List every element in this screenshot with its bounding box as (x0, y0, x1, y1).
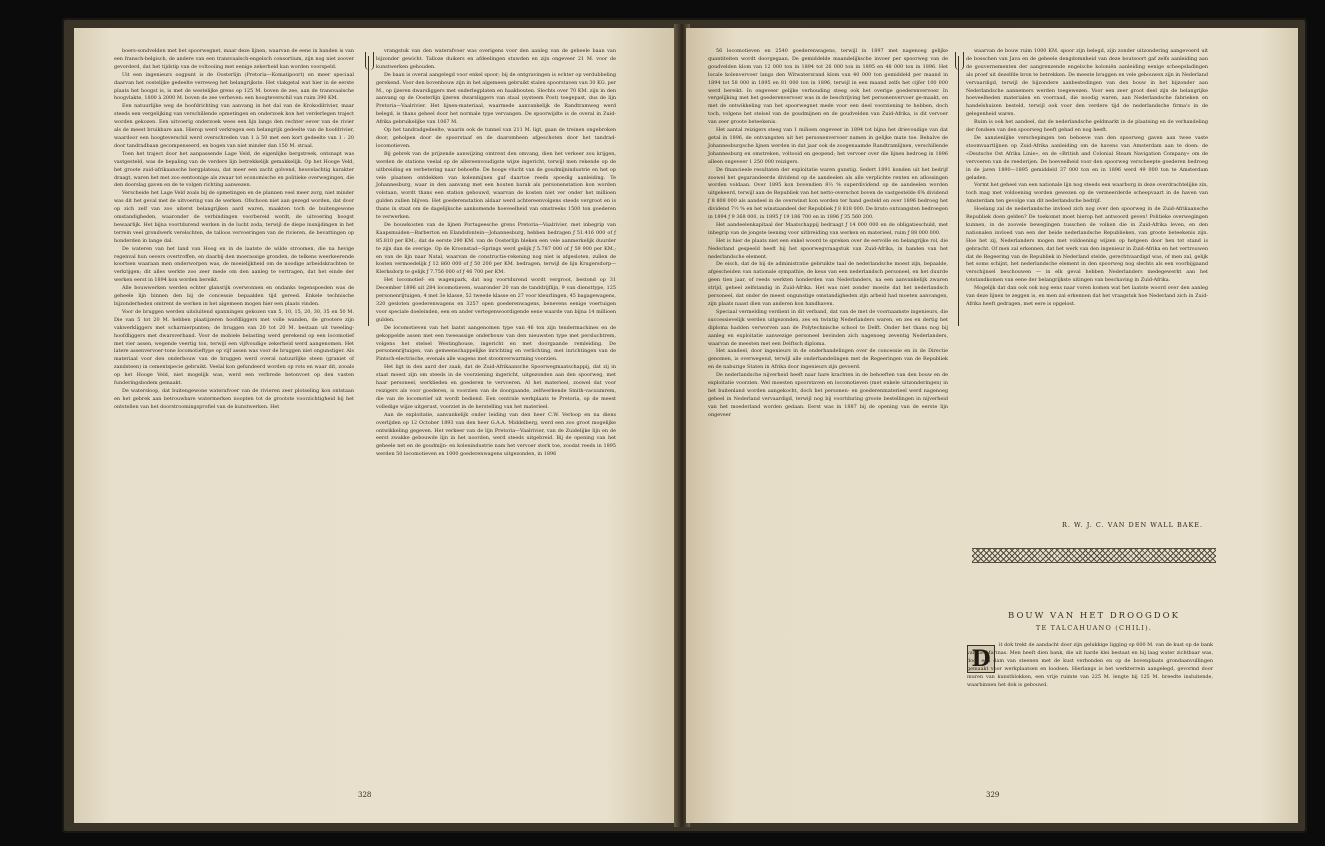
paragraph: De wateren van het land van Hoog en in de laatste de wilde stroomen, die na hevige regenval hun oevers overtroffen, en daarbij den moerassige gronden, de telkens weerkeerende koortsen waaraan men onderworpen was, de moeielijkheid om de noodige arbeidskrachten te verkrijgen; dit alles werkte zoo zeer mede om den aanleg te vertragen, dat het einde der werken eerst in 1894 kon worden bereikt. (114, 245, 354, 284)
paragraph: De locomotieven van het laatst aangenomen type van 46 ton zijn tendermachines en de gekoppelde assen met een tweeassige onderbouw van den nieuwsten type met persluchtrem, volgens het stelsel Westinghouse, ingericht en met doorgaande remleiding. De personenrijtuigen, van gemeenschappelijke inrichting en verlichting, met inrichtingen van de Pintsch-electrische, evenals alle wagens met stoomverwarming voorzien. (376, 324, 616, 363)
paragraph: Hoelang zal de nederlandsche invloed zich nog over den spoorweg in de Zuid-Afrikaansche Republiek doen gelden? De toekomst moet hierop het antwoord geven! Politieke overwegingen kunnen, in de zoovele bewegingen tusschen de volken die in Zuid-Afrika leven, en den nationalen invloed van een der beide nederlandsche Republieken, van groote beteekenis zijn. Hoe het zij, Nederlanders mogen met voldoening wijzen op hetgeen door hen tot stand is gebracht. Of men zal erkennen, dat het werk van den ingenieur in Zuid-Afrika en het vertrouwen dat de Regeering van de Republiek in Nederland stelde, gerechtvaardigd was, of men zal, gelijk het soms schijnt, het nederlandsche element in den spoorweg nog slechts als een voorbijgaand verschijnsel beschouwen — in elk geval hebben Nederlanders medegewerkt aan het totstandkomen van eene der belangrijkste uitingen van beschaving in Zuid-Afrika. (966, 206, 1208, 284)
paragraph: Het is hier de plaats niet een enkel woord te spreken over de eervolle en belangrijke rol, die Nederland gespeeld heeft bij het spoorwegvraagstuk van Zuid-Afrika, in handen van het nederlandsche element. (708, 237, 948, 260)
paragraph: Alle bouwwerken werden echter glansrijk overwonnen en ondanks tegenspoeden was de geheele lijn binnen den bij de concessie bepaalden tijd gereed. Enkele technische bijzonderheden omtrent de werken in het algemeen mogen hier een plaats vinden. (114, 285, 354, 307)
left-column-1 (114, 48, 354, 412)
drop-cap: D (967, 645, 995, 673)
paragraph: Voor de bruggen werden uitsluitend spanningen gekozen van 5, 10, 15, 20, 30, 35 en 50 M. Die van 5 tot 20 M. hebben plaatijzeren hoofdliggers met volle wanden, de grootere zijn vakwerkliggers met scharnierpunten; de bruggen van 20 tot 20 M. bestaan uit tweeling-hoofdliggers met dwarsverband. Voor de mobiele belasting werd gerekend op een locomotief met vier assen, wegende veertig ton, terwijl een vijfvoudige zekerheid werd aangenomen. Het latere assenvervoer-tone locomotieftype op vijf assen was voor de bruggen niet ongunstiger. Als materiaal voor den onderbouw van de bruggen werd overal natuurlijke steen (graniet of zandsteen) in cementspecie gebruikt. Veelal kon gefundeerd worden op rots en waar dit, zooals op het Hooge Veld, niet mogelijk was, werd een verbrede betonvoet op den vasten funderingsbodem gemaakt. (114, 308, 354, 387)
paragraph: boers-sondvelden met het spoorwegnet, maar deze lijnen, waarvan de eene in handen is van een fransch-belgisch, de andere van een transvaalsch-engelsch consortium, zijn nog niet zoover gevorderd, dat het tijdstip van de voltooiing met eenige zekerheid kan worden voorspeld. (114, 48, 354, 70)
paragraph: Op het tandradgedeelte, waarin ook de tunnel van 211 M. ligt, gaan de treinen ongebroken door, geholpen door de spoorstaaf en de daaromheen afgeschoten door het tandrad-locomotieven. (376, 127, 616, 149)
paragraph: De financieele resultaten der exploitatie waren gunstig. Sedert 1891 konden uit het bedrijf zoowel het gegarandeerde dividend op de aandeelen als alle verplichte renten en aflossingen worden voldaan. Over 1895 kon bovendien 8⅓ % superdividend op de aandeelen worden uitgekeerd, terwijl aan de Republiek van het netto-overschot boven de vastgestelde 6% dividend ƒ 8 808 000 als aandeel in de overwinst kon worden ter hand gesteld en over 1896 bedroeg het dividend 7½ % en het winstaandeel der Republiek ƒ 8 818 000. De bruto ontvangsten bedroegen in 1894 ƒ 9 368 000, in 1895 ƒ 19 186 700 en in 1896 ƒ 35 560 200. (708, 166, 948, 221)
paragraph: 56 locomotieven en 2540 goederenwagens, terwijl in 1897 met nagenoeg gelijke quantiteiten wordt doorgegaan. De gemiddelde maandelijksche invoer per spoorweg van de goudvelden klom van 12 000 ton in 1894 tot 26 000 ton in 1895 en 48 000 ton in 1896. Het locale kolenvervoer langs den Witwatersrand klom van 40 000 ton gemiddeld per maand in 1894 tot 58 000 in 1895 en 81 000 ton in 1896, terwijl in een maand zelfs het cijfer 100 000 werd bereikt. In ongeveer gelijke verhouding steeg ook het overige goederenvervoer. In vergelijking met het goederenvervoer was in de beschrijving het personenvervoer ge-maakt, en met de ontwikkeling van het spoorwegnet mede voor een deel voorziening te hebben, doch toch, volgens het stelsel van de goudmijnen en de goudvelden van Zuid-Afrika, is dit vervoer van zeer groote beteekenis. (708, 48, 948, 126)
right-column-2 (966, 48, 1208, 508)
right-column-1 (708, 48, 948, 420)
paragraph: Ruim is ook het aandeel, dat de nederlandsche geldmarkt in de plaatsing en de verhandeling der fondsen van den spoorweg heeft gehad en nog heeft. (966, 119, 1208, 134)
paragraph: Bij gebrek van de prijzende aanwijzing omtrent den omvang, dien het verkeer zou krijgen, werden de stations veelal op de allereenvoudigste wijze ingericht, terwijl men rekende op de uitbreiding en verbetering naar behoefte. De hooge vlucht van de goudmijnindustrie en het op vele plaatsen ontdekken van kolenmijnen gaf daartoe reeds spoedig aanleiding. Te Johannesburg, waar in den aanvang met een houten barak als personenstation kon worden volstaan, wordt thans een station gebouwd, waarvan de kosten niet ver onder het millioen gulden zullen blijven. Het goederenstation aldaar werd achtereenvolgens steeds vergroot en is thans in staat om de dagelijksche aankomende hoeveelheid van omstreeks 1500 ton goederen te verwerken. (376, 150, 616, 221)
paragraph: Het aantal reizigers steeg van 1 milioen ongeveer in 1894 tot bijna het drievoudige van dat getal in 1896, de ontvangsten uit het personenvervoer namen in gelijke mate toe. Behalve de Johannesburgsche lijnen werden in dat jaar ook de zoogenaamde Randtramlijnen, verschillende Johannesburg en omstreken, voltooid en geopend; het vervoer over die lijnen bedroeg in 1896 alleen ongeveer 1 250 000 reizigers. (708, 127, 948, 165)
right-page (686, 28, 1298, 823)
column-separator (368, 56, 369, 326)
decorative-border (972, 548, 1216, 563)
column-separator (958, 56, 959, 326)
article-intro: it dok trekt de aandacht door zijn gelukkige ligging op 600 M. van de kust op de bank van de Marinas. Men heeft dien bank, die uit harde klei bestaat en bij laag water zichtbaar was, door een dam van steenen met de kust verbonden en op de bovenplaats grondaanvullingen gemaakt voor werkplaatsen en loodsen. Hierlangs is het werkterrein aangelegd, gevormd door muren van kunstblokken, een vrije ruimte van 225 M. lengte bij 125 M. breedte insluitende, waarbinnen het dok is gebouwd. (967, 642, 1213, 688)
paragraph: Aan de exploitatie, aanvankelijk onder leiding van den heer C.W. Verloop en na diens overlijden op 12 October 1893 van den heer G.A.A. Middelberg, werd een zoo groot mogelijke ontwikkeling gegeven. Het verkeer van de lijn Pretoria—Vaalrivier, van de Zuidelijke lijn en de eerst zwakke gebouwde lijn in het noorden, werd steeds uitgebreid. Bij de opening van het geheele net en de goudmijn- en kolenindustrie nam het vervoer sterk toe, zoodat reeds in 1895 werden 50 locomotieven en 1000 goederenwagens uitgezonden, in 1896 (376, 411, 616, 458)
paragraph: De bouwkosten van de lijnen Portugeesche grens Pretoria—Vaalrivier, met inbegrip van Kaapsmuiden—Barberton en Elandsfontein—Johannesburg, hebben bedragen ƒ 51.416 000 of ƒ 85.810 per KM.; dat de eerste 290 KM. van de Oosterlijn bleken een vele aanmerkelijk duurder te zijn dan de overige. Op de Kroonstad—Springs werd gelijk ƒ 5.787 000 of ƒ 59 900 per KM.; en van de lijn naar Natal, waarvan de constructie-rekening nog niet is afgesloten, zullen de kosten vermoedelijk ƒ 12 860 000 of ƒ 50 200 per KM. bedragen, terwijl de lijn Krugersdorp—Klerksdorp te gelijk ƒ 7.756 000 of ƒ 46 700 per KM. (376, 221, 616, 276)
paragraph: De eisch, dat de bij de administratie gebruikte taal de nederlandsche moest zijn, bepaalde, afgescheiden van nationale sympathie, de keus van een nederlandsch personeel, en het duurde geen tien jaar, of reeds werkten honderden van Nederlanders, na een aanvankelijk zwaren strijd, geheel zelfstandig in Zuid-Afrika. Het was niet zonder moeite dat het nederlandsch personeel, dat onder de meest ongunstige omstandigheden zijn arbeid had moeten aanvangen, zijn plaats naast dien van anderen kon handhaven. (708, 261, 948, 307)
paragraph: Het ligt in den aard der zaak, dat de Zuid-Afrikaansche Spoorwegmaatschappij, dat zij in staat moest zijn om steeds in de voorziening ingericht, uitgezonden aan den spoorweg, met haar personeel, werklieden en goederen te vervoeren. Al het materieel, zoowel dat voor reizigers als voor goederen, is voorzien van de doorgaande, zelfwerkende Smith-vacuumrem, die van de locomotief uit wordt bediend. Een centrale werkplaats te Pretoria, op de meest volledige wijze uitgerust, voorziet in de herstelling van het materieel. (376, 364, 616, 410)
left-page (74, 28, 679, 823)
article-subtitle: TE TALCAHUANO (CHILI). (1035, 624, 1153, 632)
paragraph: Het locomotief- en wagenpark, dat nog voortdurend wordt vergroot, bestond op 31 December 1896 uit 284 locomotieven, waaronder 20 van de tanddrijflijn, 9 van diensttype, 125 personenrijtuigen, 4 met 3e klasse, 52 tweede klasse en 27 voor kleurlingen, 45 bagagewagens, 320 gesloten goederenwagens en 3257 open goederenwagens, benevens eenige voertuigen voor speciale doeleinden, een en ander vertegenwoordigende eene waarde van bijna 14 millioen gulden. (376, 277, 616, 323)
paragraph: De watersloop, dat buitengewone waterafvoer van de rivieren zeer plotseling kon ontstaan en het gebrek aan betrouwbare watermerken noopten tot de grootste voorzichtigheid bij het ontstellen van het doorstroomingsprofiel van de kunstwerken. Het (114, 387, 354, 410)
paragraph: De aanzienlijke verschepingen ten behoeve van den spoorweg gaven aan twee vaste stoomvaartlijnen op Zuid-Afrika aanleiding om de havens van Amsterdam aan te doen: de «Deutsche Ost Afrika Linie», en de «British and Colonial Steam Navigation Company» om de vervoeren van de reederijen. De hoeveelheid voor den spoorweg verscheepte goederen bedroeg in de jaren 1890—1895 gemiddeld 37 000 ton en in 1896 werd 49 000 ton te Amsterdam geladen. (966, 134, 1208, 181)
paragraph: waarvan de bouw ruim 1000 KM. spoor zijn belegd, zijn zonder uitzondering aangevoerd uit de bosschen van Java en de geheele dengdomnheid van deze boutsoort gaf zelfs aanleiding aan de gouvernementen der aangrenzende engelsche koloniën aanleiding eenige scheepsladingen als proef uit dezelfde bron te betrekken. De meeste bruggen en vele gebouwen zijn in Nederland vervaardigd, terwijl de bijzondere aanbestedingen van den bouw in het bijzonder aan Nederlandsche aannemers werden toegewezen. Voor een zeer groot deel zijn de belangrijke hoeveelheden materialen en voorraad, die noodig waren, aan Nederlandsche fabrieken en handelshuizen besteld, terwijl ook voor den verdere tijd de nederlandsche firma's in de gelegenheid waren. (966, 48, 1208, 118)
column-separator-ornament (955, 52, 964, 70)
paragraph: Speciaal vermelding verdient in dit verband, dat van de met de voornaamste ingenieurs, die successievelijk werden uitgezonden, zes en twintig Nederlanders waren, en zes en dertig het diploma hadden verworven aan de Polytechnische school te Delft. Onder het thans nog bij aanleg en exploitatie aanwezige personeel bevinden zich nagenoeg zeventig Nederlanders, waarvan de meesten met een Delftsch diploma. (708, 308, 948, 347)
paragraph: Uit een ingenieurs oogpunt is de Oosterlijn (Pretoria—Komatipoort) en meer speciaal daarvan het oostelijke gedeelte verreweg het belangrijkste. Het vlakgetal wat hier in de eerste plaats het hoogst is, is met de westelijke grens op 125 M. boven de zee, aan de transvaalsche hoogvlakte, 1800 à 2000 M. boven de zee verheven: een hoogteverschil van ruim 390 KM. (114, 71, 354, 102)
paragraph: Toen het traject door het aanpassende Lage Veld, de eigenlijke bergstreek, ontsnapt was vastgesteld, was de bepaling van de verdere lijn betrekkelijk gemakkelijk. Op het Hooge Veld, het groote zuid-afrikaansche bergplateau, dat meer een zacht golvend, heuvelachtig karakter draagt, waren het met zoo eentoonige als zwaar tot economische en politieke overwegingen, die den doorslag gaven en de te volgen richting aanwezen. (114, 150, 354, 189)
paragraph: Het aandeelenkapitaal der Maatschappij bedraagt ƒ 14 000 000 en de obligatieschuld, met inbegrip van de jongste leening voor uitbreiding van werken en materieel, ruim ƒ 88 000 000. (708, 221, 948, 236)
article-title: BOUW VAN HET DROOGDOK (1008, 611, 1180, 621)
column-separator-ornament (365, 52, 374, 70)
left-column-2 (376, 48, 616, 459)
paragraph: Het aandeel, door ingenieurs in de onderhandelingen over de concessie en in de Directie genomen, is overwegend, terwijl alle onderhandelingen met de Regeeringen van de Republiek en de naburige Staten in Afrika door ingenieurs zijn gevoerd. (708, 348, 948, 371)
paragraph: Vormt het geheel van een nationale lijn nog steeds een waarborg in deze overdrachtelijke zin, toch mag met voldoening worden gewezen op de vermeerderde scheepvaart in de haven van Amsterdam ten gevolge van dit nederlandsche bedrijf. (966, 182, 1208, 205)
paragraph: Mogelijk dat dan ook ook nog eens naar voren komen wat het laatste woord over den aanleg van deze lijnen te zeggen is, en men zal erkennen dat het vraagstuk hoe Nederland zich in Zuid-Afrika heeft gedragen, met eere is opgelost. (966, 285, 1208, 307)
author-signature: R. W. J. C. VAN DEN WALL BAKE. (1062, 521, 1204, 529)
paragraph: Verscheide het Lage Veld zoals bij de opmetingen en de plannen veel meer zorg, niet minder was dit het geval met de uitvoering van de werken. Ofschoon niet aan gezegd worden, dat door op zich zelf van zoo uiterst belangrijken aard waren, maakten toch de buitengewone omstandigheden, waaronder de verbindingen voorbereid wordt, de uitvoering hoogst bewaarlijk. Het bijna voortdurend werken in de lucht zoda, terwijl de diepe insnijdingen in het terrein veel grondwerk verelschten, de talloos vervoeringen van de rivieren, de bevattingen op honderden in lange dal. (114, 190, 354, 244)
paragraph: Een natuurlijke weg de hoofdrichting van aanvang in het dal van de Krokodilrivier, maar steeds een vergelijking van verschillende opmetingen en onderzoek kon het verderlegen traject worden gekozen. Een uitvoerig onderzoek wees een lijn langs den rechter oever van de rivier als de meest bruikbare aan. Hierop werd verkregen een belangrijk gedeelte van de hoofdrivier, waardoor een hoogteverschil werd overschreden van 1 à 50 met een kort gedeelte van 1 : 20 door tandradbaan gecompenseerd, en bogen van niet minder dan 150 M. straal. (114, 103, 354, 149)
page-number-left: 328 (358, 791, 372, 799)
paragraph: De baan is overal aangelegd voor enkel spoor; bij de ontgravingen is echter op verdubbeling gerekend. Voor den bovenbouw zijn in het algemeen gebruikt stalen spoorstaven van 30 KG. per M., op ijzeren dwarsliggers met onderlegplaten en haakbouten. Slechts over 70 KM. zijn in den aanvang op de Oosterlijn ijzeren dwarsliggers van staal (systeem Post) toegepast, dus de lijn Pretoria—Vaalrivier. Het lijnen-materiaal, waarmede aanvankelijk de Randtramweg werd belegd, is thans geheel door het normale type vervangen. De spoorwijdte is de overal in Zuid-Afrika gebruikelijke van 1067 M. (376, 71, 616, 126)
paragraph: vrangstuk van den waterafvoer was overigens voor den aanleg van de geheele baan van bijzonder gewicht. Talloze duikers en afdeelingen stuwden en zijn ongeveer 21 M. voor de kunstwerken gehouden. (376, 48, 616, 70)
page-number-right: 329 (986, 791, 1000, 799)
paragraph: De nederlandsche nijverheid heeft naar hare krachten in de behoeften van den bouw en de exploitatie voorzien. Wel moesten spoorstaven en locomotieven (met enkele uitzonderingen) in het buitenland worden aangekocht, doch het personen- en goederenmaterieel werd nagenoeg geheel in Nederland vervaardigd, terwijl nog bij voortduring groote bestellingen in nijverheid van het moederland worden gedaan. Eerst was in 1887 bij de opening van de eerste lijn ongeveer (708, 372, 948, 418)
open-book (62, 18, 1307, 833)
